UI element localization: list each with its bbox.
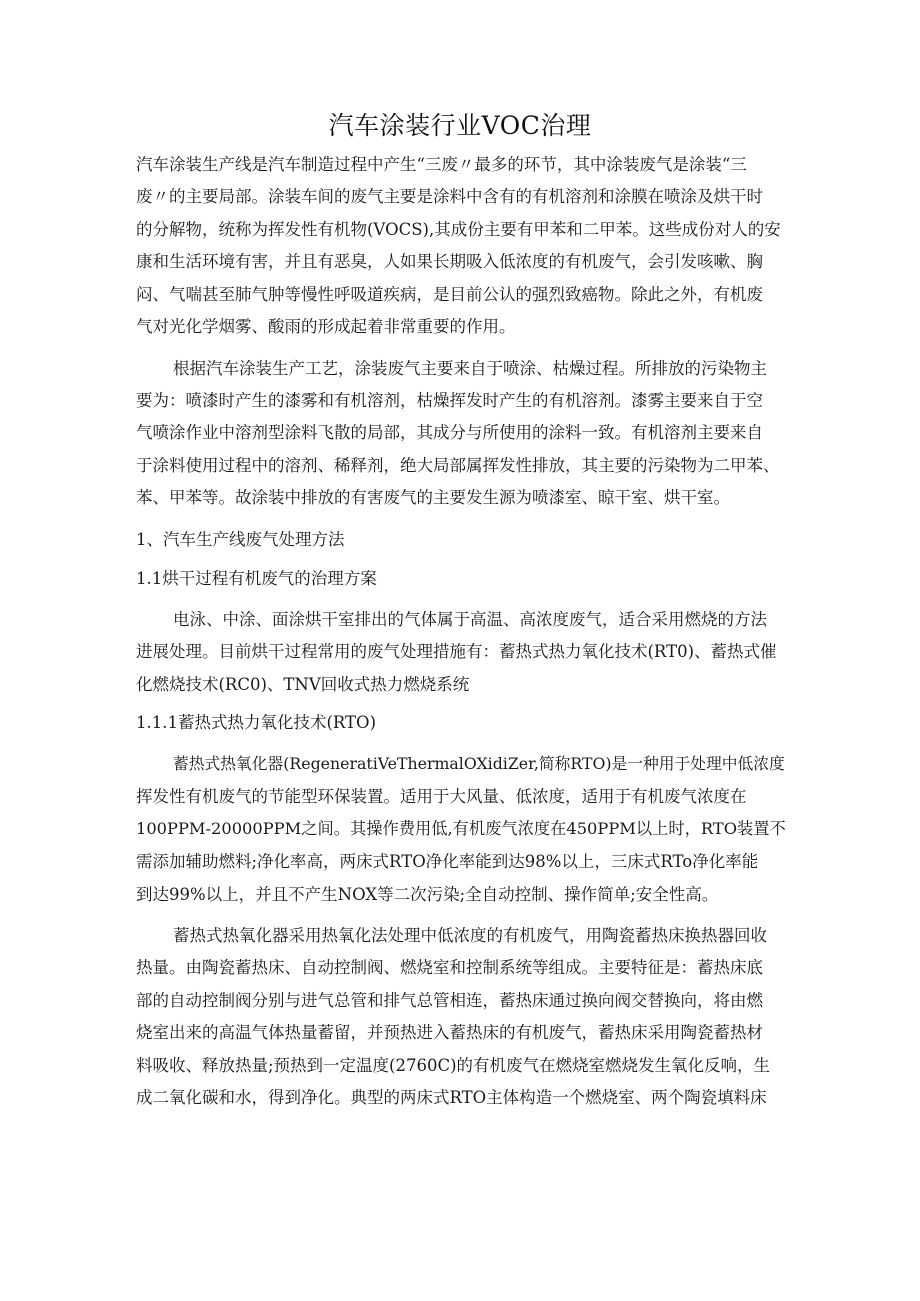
paragraph-line: 成二氧化碳和水，得到净化。典型的两床式RTO主体构造一个燃烧室、两个陶瓷填料床 [136, 1088, 767, 1107]
paragraph-line: 要为：喷漆时产生的漆雾和有机溶剂，枯燥挥发时产生的有机溶剂。漆雾主要来自于空 [136, 391, 763, 410]
subsubsection-heading: 1.1.1蓄热式热力氧化技术(RTO) [136, 713, 377, 732]
paragraph-line: 的分解物，统称为挥发性有机物(VOCS),其成份主要有甲苯和二甲苯。这些成份对人的安 [136, 220, 781, 239]
paragraph-line: 部的自动控制阀分别与进气总管和排气总管相连，蓄热床通过换向阀交替换向，将由燃 [136, 991, 763, 1010]
paragraph-line: 到达99%以上，并且不产生NOX等二次污染;全自动控制、操作简单;安全性高。 [136, 885, 719, 904]
paragraph-line: 料吸收、释放热量;预热到一定温度(2760C)的有机废气在燃烧室燃烧发生氧化反响，生 [136, 1056, 771, 1075]
section-heading: 1、汽车生产线废气处理方法 [136, 530, 345, 549]
paragraph-line: 进展处理。目前烘干过程常用的废气处理措施有：蓄热式热力氧化技术(RT0)、蓄热式催 [136, 642, 777, 661]
paragraph-line: 苯、甲苯等。故涂装中排放的有害废气的主要发生源为喷漆室、晾干室、烘干室。 [136, 488, 730, 507]
paragraph-line: 化燃烧技术(RC0)、TNV回收式热力燃烧系统 [136, 675, 470, 694]
paragraph-line: 蓄热式热氧化器采用热氧化法处理中低浓度的有机废气，用陶瓷蓄热床换热器回收 [173, 926, 767, 945]
paragraph-line: 蓄热式热氧化器(RegeneratiVeThermalOXidiZer,简称RTO)是一种用于处理中低浓度 [173, 754, 785, 773]
paragraph-line: 废〃的主要局部。涂装车间的废气主要是涂料中含有的有机溶剂和涂膜在喷涂及烘干时 [136, 187, 763, 206]
subsection-heading: 1.1烘干过程有机废气的治理方案 [136, 569, 377, 588]
paragraph-line: 闷、气喘甚至肺气肿等慢性呼吸道疾病，是目前公认的强烈致癌物。除此之外，有机废 [136, 285, 763, 304]
paragraph-line: 汽车涂装生产线是汽车制造过程中产生“三废〃最多的环节，其中涂装废气是涂装“三 [136, 155, 747, 174]
paragraph-line: 电泳、中涂、面涂烘干室排出的气体属于高温、高浓度废气，适合采用燃烧的方法 [173, 610, 767, 629]
paragraph-line: 气对光化学烟雾、酸雨的形成起着非常重要的作用。 [136, 317, 516, 336]
paragraph-line: 于涂料使用过程中的溶剂、稀释剂，绝大局部属挥发性排放，其主要的污染物为二甲苯、 [136, 456, 780, 475]
paragraph-line: 根据汽车涂装生产工艺，涂装废气主要来自于喷涂、枯燥过程。所排放的污染物主 [173, 359, 767, 378]
paragraph-line: 气喷涂作业中溶剂型涂料飞散的局部，其成分与所使用的涂料一致。有机溶剂主要来自 [136, 423, 763, 442]
paragraph-line: 烧室出来的高温气体热量蓄留，并预热进入蓄热床的有机废气，蓄热床采用陶瓷蓄热材 [136, 1023, 763, 1042]
paragraph-line: 100PPM-20000PPM之间。其操作费用低,有机废气浓度在450PPM以上时，RTO装置不 [136, 819, 786, 838]
document-title: 汽车涂装行业VOC治理 [328, 111, 592, 140]
paragraph-line: 挥发性有机废气的节能型环保装置。适用于大风量、低浓度，适用于有机废气浓度在 [136, 787, 747, 806]
paragraph-line: 热量。由陶瓷蓄热床、自动控制阀、燃烧室和控制系统等组成。主要特征是：蓄热床底 [136, 958, 763, 977]
paragraph-line: 康和生活环境有害，并且有恶臭，人如果长期吸入低浓度的有机废气，会引发咳嗽、胸 [136, 252, 763, 271]
paragraph-line: 需添加辅助燃料;净化率高，两床式RTO净化率能到达98%以上，三床式RTo净化率能 [136, 852, 759, 871]
